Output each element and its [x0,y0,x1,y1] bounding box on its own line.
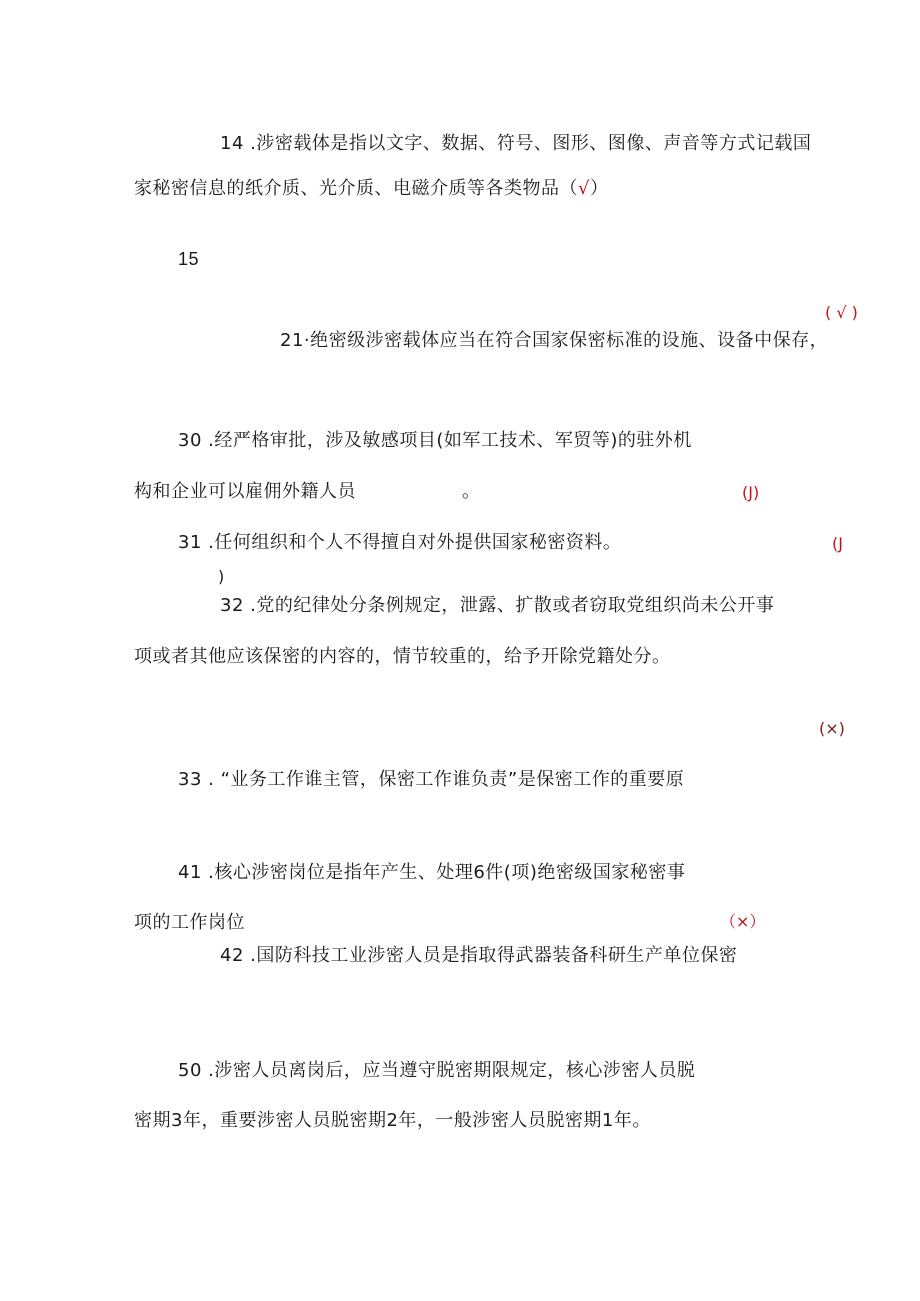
q42-line1: 42 .国防科技工业涉密人员是指取得武器装备科研生产单位保密 [220,945,738,966]
q30-line1: 30 .经严格审批，涉及敏感项目(如军工技术、军贸等)的驻外机 [178,430,692,451]
q32-line1: 32 .党的纪律处分条例规定，泄露、扩散或者窃取党组织尚未公开事 [220,595,775,616]
q14-answer-mark: √ [578,178,590,199]
q50-line1: 50 .涉密人员离岗后，应当遵守脱密期限规定，核心涉密人员脱 [178,1060,696,1081]
q32-line2: 项或者其他应该保密的内容的，情节较重的，给予开除党籍处分。 [134,646,671,667]
q31-answer-mark-close: ) [218,567,225,586]
q21-answer-mark: ( √ ) [825,303,858,322]
q31-answer-mark-open: (J [832,534,843,553]
q21-line1: 21·绝密级涉密载体应当在符合国家保密标准的设施、设备中保存， [280,330,829,351]
q30-answer-mark: (J) [742,483,760,502]
q14-line2-close: ） [589,178,609,199]
q31-line1: 31 .任何组织和个人不得擅自对外提供国家秘密资料。 [178,532,622,553]
q41-line1: 41 .核心涉密岗位是指年产生、处理6件(项)绝密级国家秘密事 [178,862,686,883]
q30-line2: 构和企业可以雇佣外籍人员 [134,481,356,502]
q14-line2-text: 家秘密信息的纸介质、光介质、电磁介质等各类物品（ [134,178,578,199]
q30-period: 。 [462,481,481,502]
q15-number: 15 [178,249,200,269]
q14-line2 [134,177,608,201]
q41-line2: 项的工作岗位 [134,912,245,933]
q50-line2: 密期3年，重要涉密人员脱密期2年，一般涉密人员脱密期1年。 [134,1110,651,1131]
q14-line1: 14 .涉密载体是指以文字、数据、符号、图形、图像、声音等方式记载国 [220,133,812,154]
q32-answer-mark: (×) [819,719,845,738]
q41-answer-mark: （×） [720,912,766,931]
q33-line1: 33 . “业务工作谁主管，保密工作谁负责”是保密工作的重要原 [178,769,685,790]
